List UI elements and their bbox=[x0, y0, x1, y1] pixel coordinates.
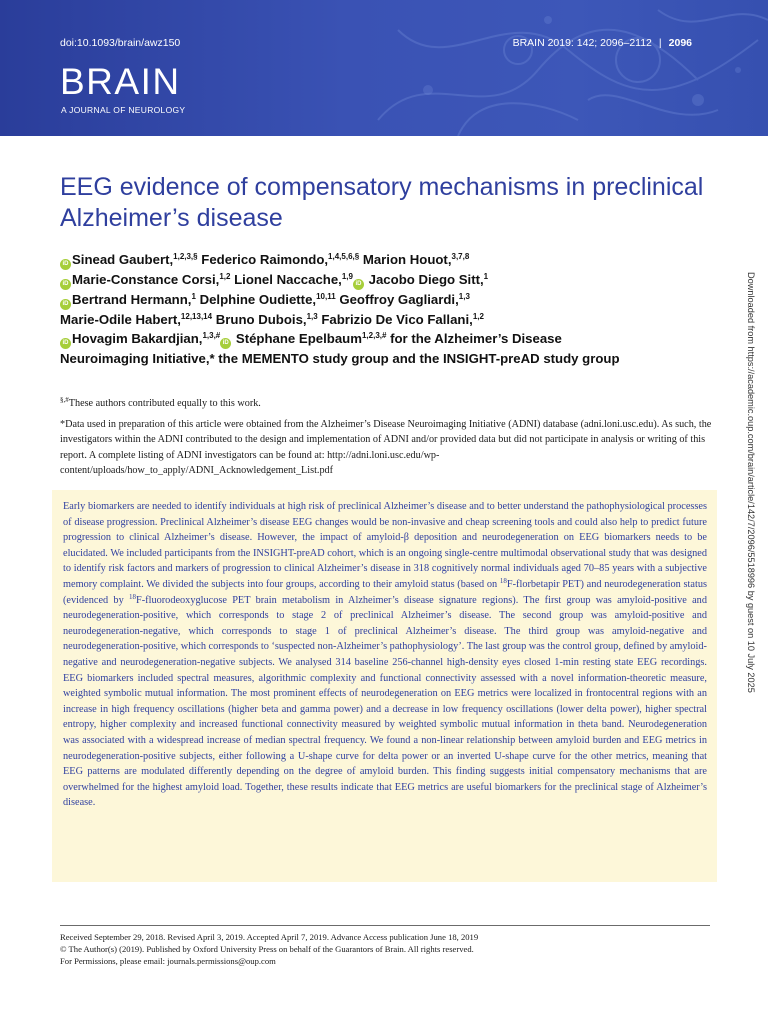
journal-tagline: A JOURNAL OF NEUROLOGY bbox=[61, 105, 186, 115]
affiliation-marks: 1,2,3,# bbox=[361, 331, 387, 341]
orcid-icon[interactable]: iD bbox=[60, 279, 71, 290]
author-name-text: Sinead Gaubert, bbox=[72, 252, 174, 267]
author-line bbox=[60, 250, 710, 270]
author-name bbox=[386, 331, 561, 346]
author-name bbox=[198, 252, 360, 267]
download-note-text: Downloaded from https://academic.oup.com/brain/article/142/7/2096/5518996 by guest on 10 July 2025 bbox=[746, 272, 756, 693]
equal-contribution-marks: §,# bbox=[60, 396, 69, 404]
author-name bbox=[353, 272, 488, 287]
doi[interactable]: doi:10.1093/brain/awz150 bbox=[60, 37, 181, 49]
received-dates: Received September 29, 2018. Revised April 3, 2019. Accepted April 7, 2019. Advance Access publication June 18, 2019 bbox=[60, 932, 479, 942]
abstract-part-3: F-fluorodeoxyglucose PET brain metabolism in Alzheimer’s disease signature regions). The first group was amyloid-positive and neurodegeneration-positive, which corresponds to stage 2 of preclinical Alzheimer’s disease. The second group was amyloid-positive and neurodegeneration-negative, which corresponds to stage 1 of preclinical Alzheimer’s disease. The third group was amyloid-negative and neurodegeneration-positive, which corresponds to ‘suspected non-Alzheimer’s pathophysiology’. The last group was the control group, defined by amyloid-negative and neurodegeneration-negative subjects. We analysed 314 baseline 256-channel high-density eyes closed 1-min resting state EEG recordings. EEG biomarkers included spectral measures, algorithmic complexity and functional connectivity assessed with a novel information-theoretic measure, weighted symbolic mutual information. The most prominent effects of neurodegeneration on EEG metrics were localized in frontocentral regions with an increase in high frequency oscillations (higher beta and gamma power) and a decrease in low frequency oscillations (lower delta power), higher spectral entropy, higher complexity and increased functional connectivity measured by weighted symbolic mutual information in theta band. Neurodegeneration was associated with a widespread increase of median spectral frequency. We found a non-linear relationship between amyloid burden and EEG metrics in neurodegeneration-positive subjects, either following a U-shape curve for delta power or an inverted U-shape curve for the other metrics, meaning that EEG patterns are modulated differently depending on the degree of amyloid burden. This finding suggests initial compensatory mechanisms that are overwhelmed for the highest amyloid load. Together, these results indicate that EEG metrics are useful biomarkers for the preclinical stage of Alzheimer’s disease. bbox=[63, 594, 707, 809]
citation-separator: | bbox=[658, 37, 662, 49]
affiliation-marks: 3,7,8 bbox=[451, 252, 470, 261]
author-name-text: Bruno Dubois, bbox=[212, 312, 307, 327]
author-name-text: Federico Raimondo, bbox=[197, 252, 329, 267]
author-name-text: for the Alzheimer’s Disease bbox=[386, 331, 562, 347]
author-name-text: Delphine Oudiette, bbox=[195, 292, 317, 307]
author-name bbox=[318, 312, 484, 327]
abstract-box bbox=[52, 490, 717, 882]
affiliation-marks: 1,3,# bbox=[202, 331, 221, 341]
author-name bbox=[60, 272, 230, 287]
page-number: 2096 bbox=[668, 37, 692, 49]
orcid-icon[interactable]: iD bbox=[60, 338, 71, 349]
author-name bbox=[60, 331, 220, 346]
affiliation-marks: 1 bbox=[483, 272, 489, 281]
author-name-text: Neuroimaging Initiative,* the MEMENTO study group and the INSIGHT-preAD study group bbox=[60, 351, 620, 367]
equal-contribution-note bbox=[60, 396, 712, 411]
orcid-icon[interactable]: iD bbox=[60, 299, 71, 310]
author-name bbox=[196, 292, 336, 307]
abstract-part-1: Early biomarkers are needed to identify individuals at high risk of preclinical Alzheimer’s disease and to better understand the pathophysiological processes of disease progression. Preclinical Alzheimer’s disease EEG changes would be non-invasive and cheap screening tools and could also help to predict future progression to clinical Alzheimer’s disease. However, the impact of amyloid-β deposition and neurodegeneration on EEG biomarkers needs to be elucidated. We included participants from the INSIGHT-preAD cohort, which is an ongoing single-centre multimodal observational study that was designed to identify risk factors and markers of progression to clinical Alzheimer’s disease in 318 cognitively normal individuals aged 70–85 years with a subjective memory complaint. We divided the subjects into four groups, according to their amyloid status (based on bbox=[63, 501, 707, 590]
author-name-text: Hovagim Bakardjian, bbox=[72, 331, 203, 347]
author-name-text: Marie-Odile Habert, bbox=[60, 312, 181, 327]
affiliation-marks: 1,3 bbox=[306, 312, 318, 321]
author-name bbox=[220, 331, 386, 346]
permissions: For Permissions, please email: journals.permissions@oup.com bbox=[60, 956, 276, 967]
author-name-text: Marie-Constance Corsi, bbox=[72, 272, 220, 287]
copyright: © The Author(s) (2019). Published by Oxford University Press on behalf of the Guarantors of Brain. All rights reserved. bbox=[60, 944, 474, 955]
affiliation-marks: 1,2 bbox=[472, 312, 484, 321]
affiliation-marks: 12,13,14 bbox=[180, 312, 213, 321]
author-list bbox=[60, 250, 710, 369]
author-name-text: Bertrand Hermann, bbox=[72, 292, 192, 307]
footer-divider bbox=[60, 925, 710, 926]
author-notes bbox=[60, 396, 712, 484]
journal-header bbox=[0, 0, 768, 136]
author-line bbox=[60, 270, 710, 290]
equal-contribution-text: These authors contributed equally to this work. bbox=[68, 398, 261, 409]
author-name bbox=[60, 351, 620, 366]
orcid-icon[interactable]: iD bbox=[60, 259, 71, 270]
adni-note: *Data used in preparation of this article were obtained from the Alzheimer’s Disease Neuroimaging Initiative (ADNI) database (adni.loni.usc.edu). As such, the investigators within the ADNI contributed to the design and implementation of ADNI and/or provided data but did not participate in analysis or writing of this report. A complete listing of ADNI investigators can be found at: http://adni.loni.usc.edu/wp-content/uploads/how_to_apply/ADNI_Acknowledgement_List.pdf bbox=[60, 419, 712, 476]
isotope-superscript-2: 18 bbox=[129, 592, 136, 601]
author-name bbox=[230, 272, 353, 287]
affiliation-marks: 10,11 bbox=[316, 292, 336, 301]
author-name bbox=[336, 292, 470, 307]
author-name-text: Fabrizio De Vico Fallani, bbox=[317, 312, 473, 327]
citation-text: BRAIN 2019: 142; 2096–2112 bbox=[512, 37, 652, 49]
article-title: EEG evidence of compensatory mechanisms in preclinical Alzheimer’s disease bbox=[60, 173, 704, 232]
isotope-superscript-1: 18 bbox=[499, 576, 507, 585]
affiliation-marks: 1,3 bbox=[458, 292, 470, 301]
affiliation-marks: 1,9 bbox=[341, 272, 353, 281]
orcid-icon[interactable]: iD bbox=[353, 279, 364, 290]
header-swirl-decoration bbox=[338, 0, 768, 136]
author-line bbox=[60, 329, 710, 349]
author-name-text: Marion Houot, bbox=[359, 252, 452, 267]
author-name-text: Jacobo Diego Sitt, bbox=[364, 272, 484, 287]
author-name-text: Lionel Naccache, bbox=[230, 272, 342, 287]
citation bbox=[513, 37, 692, 49]
article-footer bbox=[60, 925, 710, 968]
download-note bbox=[744, 272, 758, 772]
affiliation-marks: 1,2 bbox=[219, 272, 231, 281]
affiliation-marks: 1 bbox=[191, 292, 196, 301]
affiliation-marks: 1,2,3,§ bbox=[173, 252, 198, 261]
journal-logo: BRAIN bbox=[60, 61, 181, 102]
affiliation-marks: 1,4,5,6,§ bbox=[328, 252, 360, 261]
author-name bbox=[212, 312, 318, 327]
author-line bbox=[60, 290, 710, 310]
author-name-text: Geoffroy Gagliardi, bbox=[335, 292, 459, 307]
author-line bbox=[60, 349, 710, 368]
abstract-part-2: F-florbetapir PET) and neurodegeneration status (evidenced by bbox=[63, 578, 707, 606]
author-name bbox=[359, 252, 469, 267]
author-name-text: Stéphane Epelbaum bbox=[232, 331, 362, 347]
orcid-icon[interactable]: iD bbox=[220, 338, 231, 349]
author-name bbox=[60, 312, 212, 327]
author-name bbox=[60, 252, 198, 267]
author-line bbox=[60, 310, 710, 329]
author-name bbox=[60, 292, 196, 307]
